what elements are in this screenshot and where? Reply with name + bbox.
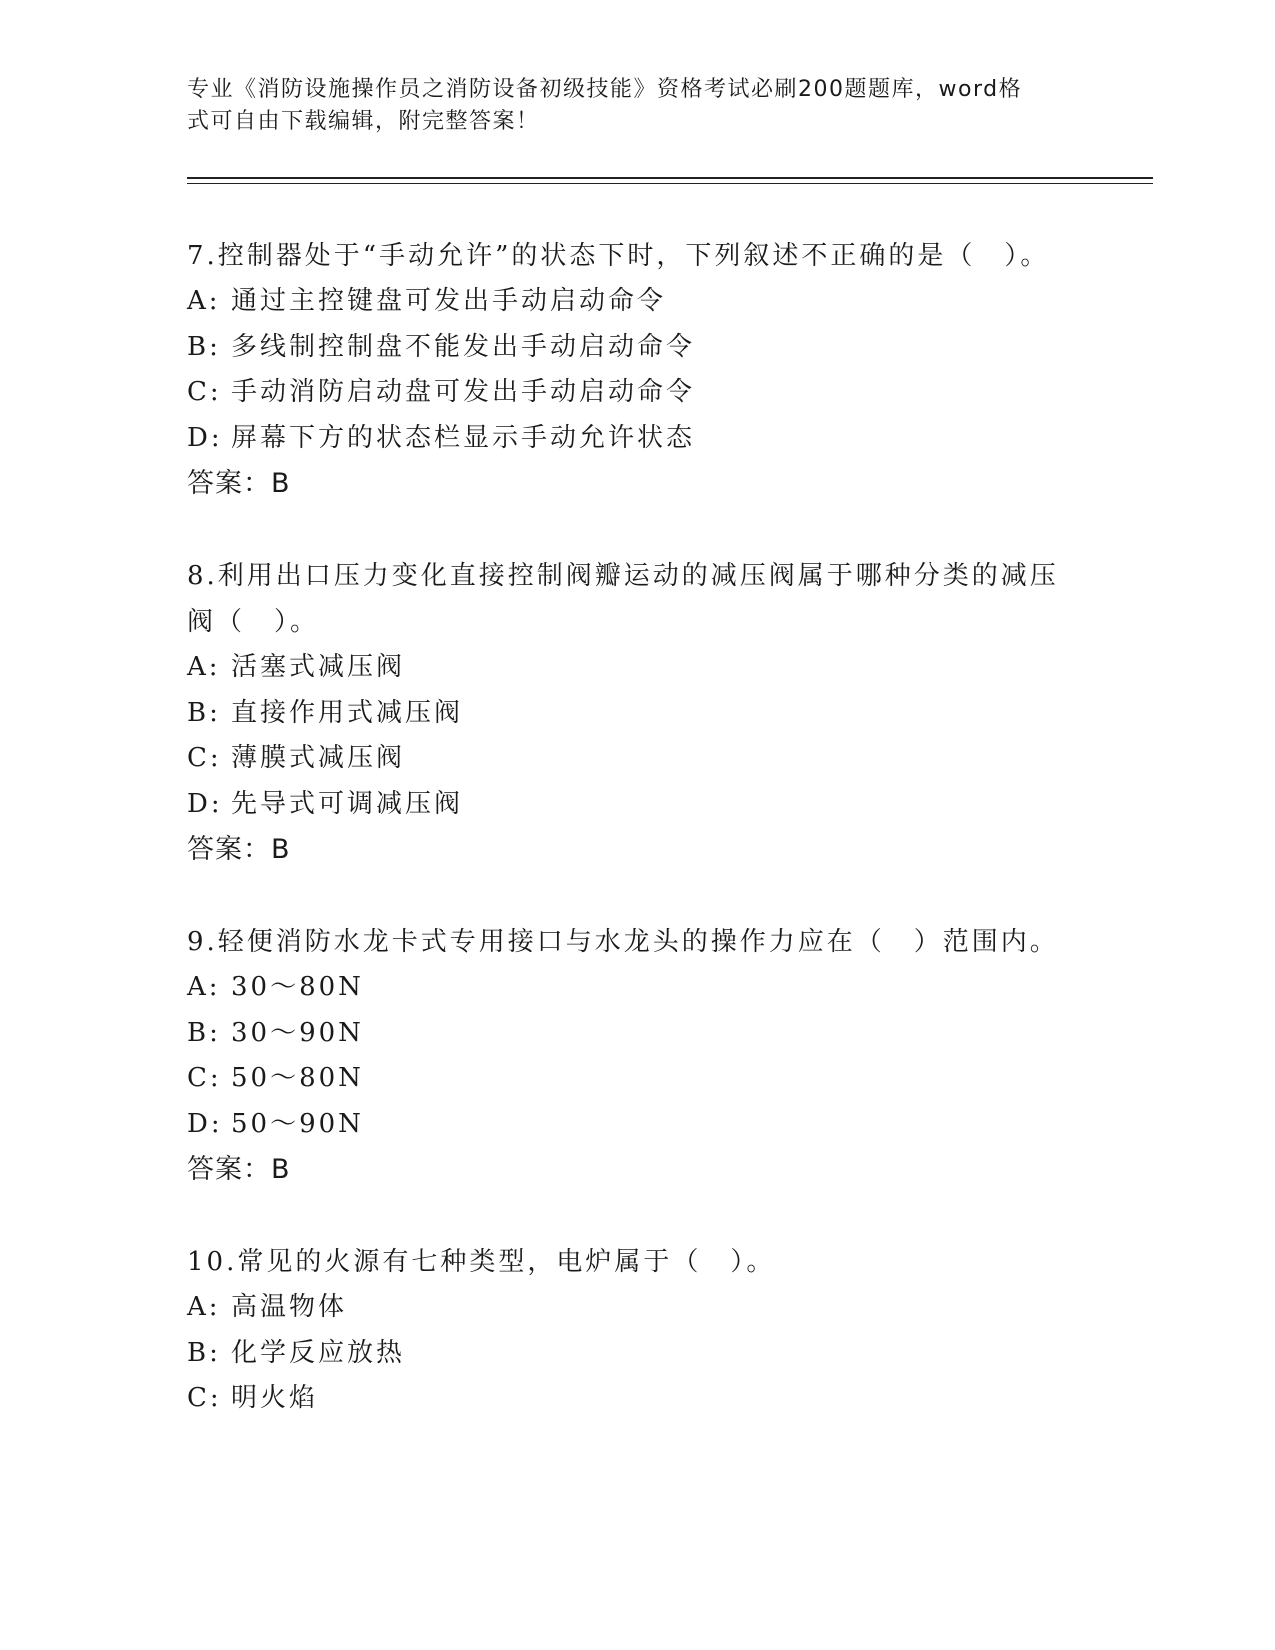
question-7 [187,233,1087,507]
option-letter: A: [187,1292,221,1322]
answer-line: 答案：B [187,468,291,499]
question-stem: 9.轻便消防水龙卡式专用接口与水龙头的操作力应在（ ）范围内。 [187,927,1059,957]
option-letter: A: [187,972,221,1002]
question-stem: 7.控制器处于“手动允许”的状态下时，下列叙述不正确的是（ ）。 [187,241,1050,271]
option-text: 30～90N [231,1017,364,1048]
question-10 [187,1239,1087,1422]
option-text: 化学反应放热 [231,1337,406,1368]
option-text: 50～90N [231,1108,364,1139]
option-letter: D: [187,1108,223,1139]
option-d [187,782,1087,828]
option-letter: B: [187,331,221,362]
question-stem: 10.常见的火源有七种类型，电炉属于（ ）。 [187,1247,776,1277]
option-c [187,370,1087,416]
document-header [187,74,1087,138]
option-c [187,1376,1087,1422]
answer-line: 答案：B [187,1154,291,1185]
option-text: 50～80N [231,1063,364,1093]
question-9 [187,919,1087,1193]
option-a [187,279,1087,325]
option-text: 活塞式减压阀 [231,652,406,682]
option-letter: D: [187,422,223,453]
question-list [187,233,1087,1468]
option-c [187,736,1087,782]
header-line-2: 式可自由下载编辑，附完整答案！ [187,109,540,134]
option-b [187,325,1087,371]
option-letter: C: [187,1383,222,1413]
option-c [187,1056,1087,1102]
option-letter: A: [187,286,221,316]
option-text: 明火焰 [231,1383,319,1413]
question-8 [187,553,1087,873]
option-letter: B: [187,1017,221,1048]
option-text: 直接作用式减压阀 [231,697,464,728]
option-text: 多线制控制盘不能发出手动启动命令 [231,331,696,362]
option-letter: D: [187,788,223,819]
option-a [187,965,1087,1011]
option-text: 高温物体 [231,1292,348,1322]
option-b [187,691,1087,737]
option-text: 30～80N [231,972,364,1002]
option-letter: C: [187,743,222,773]
option-text: 薄膜式减压阀 [231,743,406,773]
option-d [187,416,1087,462]
option-letter: A: [187,652,221,682]
header-divider-thick [187,177,1153,179]
option-d [187,1102,1087,1148]
header-divider-thin [187,183,1153,184]
option-b [187,1331,1087,1377]
option-letter: C: [187,377,222,407]
option-letter: B: [187,697,221,728]
option-text: 手动消防启动盘可发出手动启动命令 [231,377,696,407]
option-text: 通过主控键盘可发出手动启动命令 [231,286,667,316]
header-line-1: 专业《消防设施操作员之消防设备初级技能》资格考试必刷200题题库，word格 [187,77,1023,102]
question-stem: 8.利用出口压力变化直接控制阀瓣运动的减压阀属于哪种分类的减压阀（ ）。 [187,561,1059,637]
answer-line: 答案：B [187,834,291,865]
option-text: 屏幕下方的状态栏显示手动允许状态 [231,422,696,453]
option-a [187,1285,1087,1331]
option-a [187,645,1087,691]
option-b [187,1011,1087,1057]
option-letter: B: [187,1337,221,1368]
option-text: 先导式可调减压阀 [231,788,464,819]
option-letter: C: [187,1063,222,1093]
